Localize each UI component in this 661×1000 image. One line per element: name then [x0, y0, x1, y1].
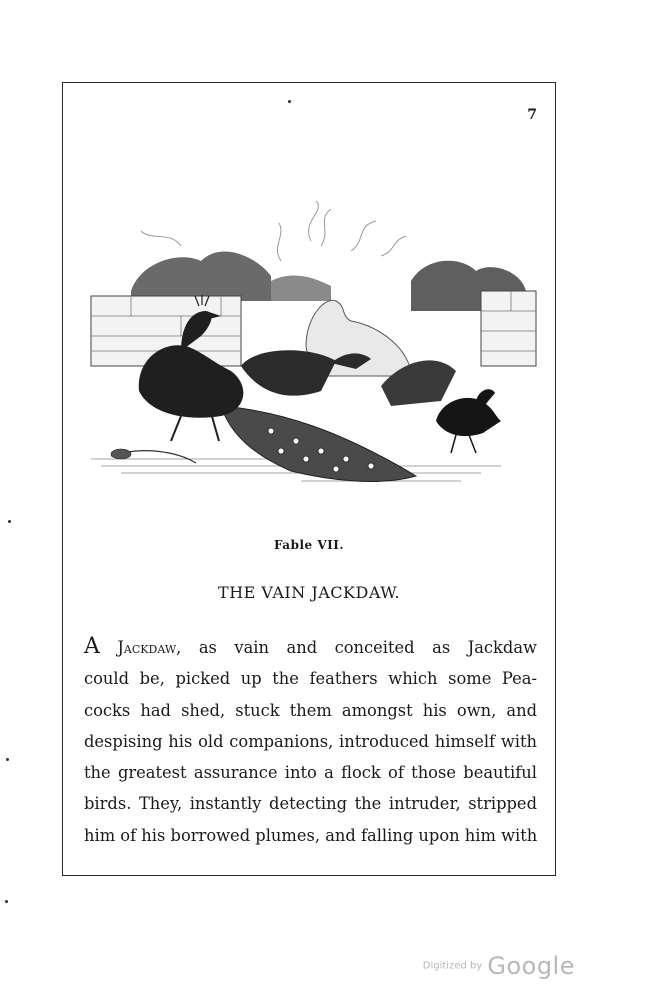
- google-logo: Google: [487, 952, 575, 980]
- fable-body-line-3: cocks had shed, stuck them amongst his own, and: [84, 700, 537, 720]
- fable-body-line-7: him of his borrowed plumes, and falling upon him with: [84, 825, 538, 845]
- fable-body-line-5: the greatest assurance into a flock of those beautiful: [84, 763, 537, 783]
- page-frame: [62, 82, 556, 876]
- line-1-rest: , as vain and conceited as Jackdaw: [176, 638, 537, 657]
- fable-body-line-1: [84, 631, 537, 663]
- fable-body: [84, 631, 537, 851]
- page-number: 7: [527, 107, 537, 123]
- google-watermark: [423, 952, 575, 980]
- peacocks-and-jackdaw-engraving-icon: [81, 201, 539, 491]
- fable-number: Fable VII.: [273, 538, 345, 552]
- fable-title: THE VAIN JACKDAW.: [218, 583, 400, 602]
- margin-speck: [5, 900, 8, 903]
- digitized-by-label: Digitized by: [422, 960, 483, 972]
- fable-body-line-2: could be, picked up the feathers which some Pea-: [84, 669, 537, 689]
- fable-body-line-4: despising his old companions, introduced himself with: [84, 731, 537, 751]
- smallcaps-word: Jackdaw: [117, 638, 177, 657]
- margin-speck: [6, 758, 9, 761]
- dropcap-letter: A: [84, 634, 100, 659]
- margin-speck: [8, 520, 11, 523]
- fable-body-line-6: birds. They, instantly detecting the intruder, stripped: [84, 794, 537, 814]
